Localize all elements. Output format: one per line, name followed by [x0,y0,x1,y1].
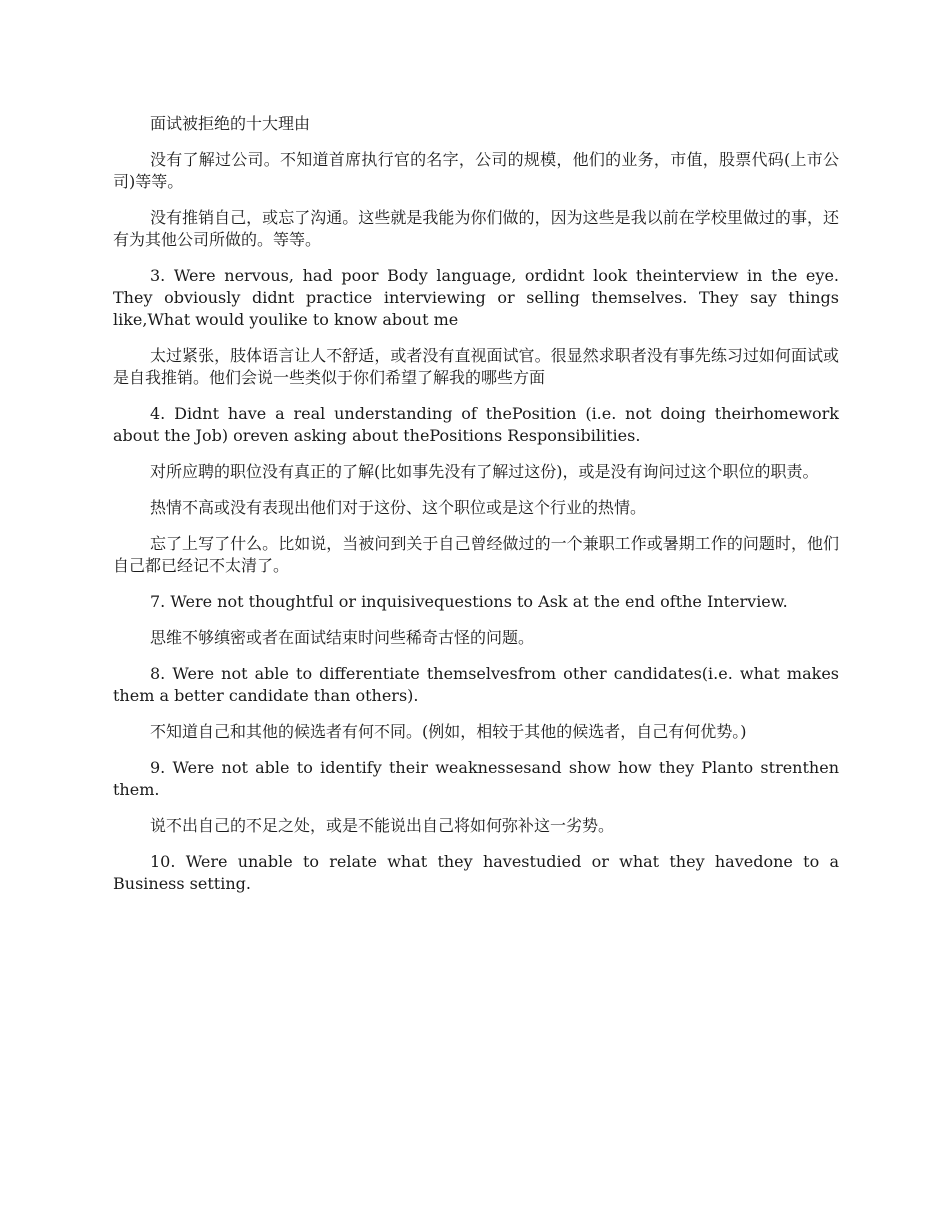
paragraph-12: 不知道自己和其他的候选者有何不同。(例如，相较于其他的候选者，自己有何优势。) [150,722,747,741]
paragraph-6: 对所应聘的职位没有真正的了解(比如事先没有了解过这份)，或是没有询问过这个职位的职责。 [150,462,819,481]
paragraph-1: 没有了解过公司。不知道首席执行官的名字，公司的规模，他们的业务，市值，股票代码(上市公司)等等。 [113,150,839,191]
document-body [113,113,839,909]
paragraph-9: 7. Were not thoughtful or inquisivequestions to Ask at the end ofthe Interview. [150,592,788,611]
paragraph-7: 热情不高或没有表现出他们对于这份、这个职位或是这个行业的热情。 [150,498,647,517]
paragraph-10: 思维不够缜密或者在面试结束时问些稀奇古怪的问题。 [150,628,535,647]
paragraph-11: 8. Were not able to differentiate themselvesfrom other candidates(i.e. what makes them a better candidate than others). [113,664,839,705]
paragraph-4: 太过紧张，肢体语言让人不舒适，或者没有直视面试官。很显然求职者没有事先练习过如何面试或是自我推销。他们会说一些类似于你们希望了解我的哪些方面 [113,346,839,387]
paragraph-5: 4. Didnt have a real understanding of thePosition (i.e. not doing theirhomework about the Job) oreven asking about thePositions Responsibilities. [113,404,839,445]
paragraph-3: 3. Were nervous, had poor Body language, ordidnt look theinterview in the eye. They obviously didnt practice interviewing or selling themselves. They say things like,What would youlike to know about me [113,266,839,329]
paragraph-2: 没有推销自己，或忘了沟通。这些就是我能为你们做的，因为这些是我以前在学校里做过的事，还有为其他公司所做的。等等。 [113,208,839,249]
paragraph-14: 说不出自己的不足之处，或是不能说出自己将如何弥补这一劣势。 [150,816,615,835]
paragraph-15: 10. Were unable to relate what they havestudied or what they havedone to a Business setting. [113,852,839,893]
document-title: 面试被拒绝的十大理由 [150,114,311,133]
paragraph-8: 忘了上写了什么。比如说，当被问到关于自己曾经做过的一个兼职工作或暑期工作的问题时，他们自己都已经记不太清了。 [113,534,839,575]
paragraph-13: 9. Were not able to identify their weaknessesand show how they Planto strenthen them. [113,758,839,799]
